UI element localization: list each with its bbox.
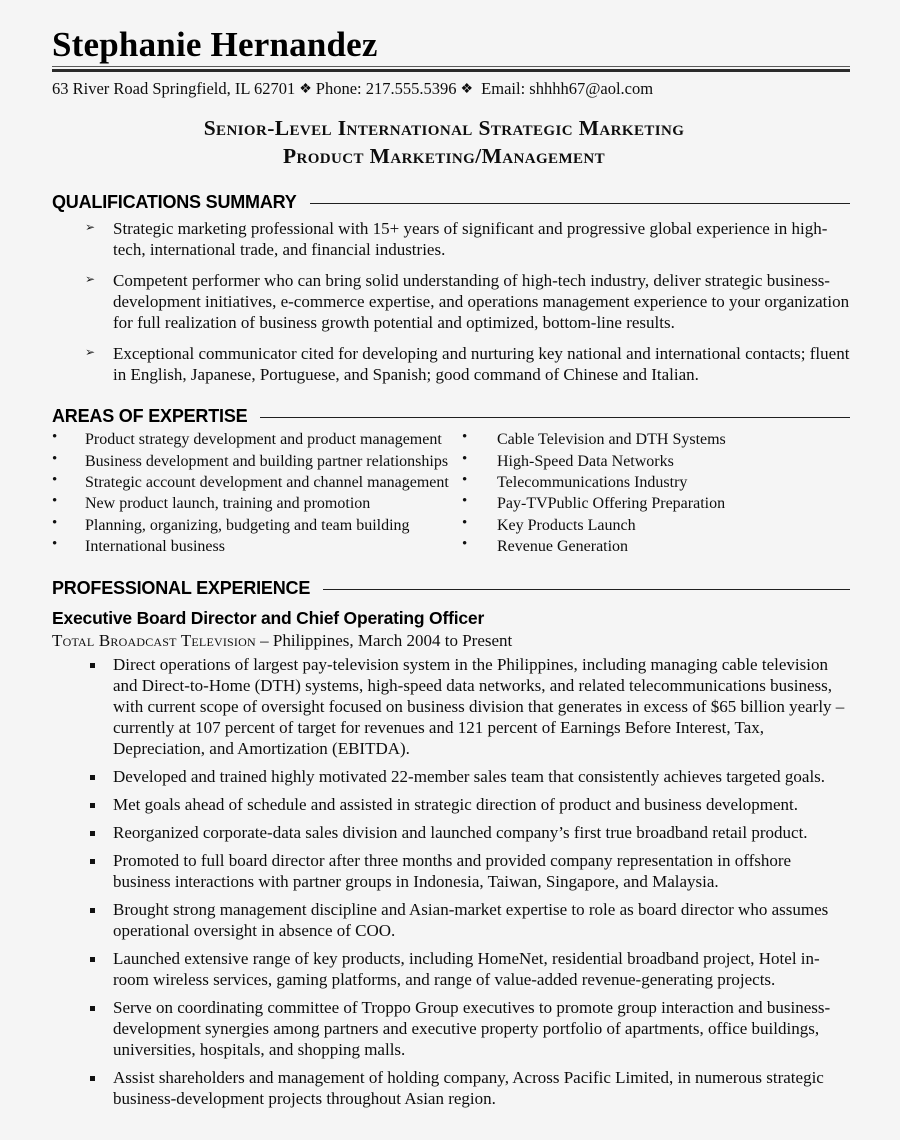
list-item: Brought strong management discipline and Asian-market expertise to role as board director who assumes operational oversight in absence of COO. bbox=[52, 900, 850, 942]
expertise-list-left bbox=[52, 429, 462, 557]
section-rule bbox=[323, 589, 850, 590]
list-item: • Key Products Launch bbox=[462, 515, 862, 536]
section-header-expertise bbox=[52, 406, 850, 427]
list-item: • Cable Television and DTH Systems bbox=[462, 429, 862, 450]
list-item: • Product strategy development and product management bbox=[52, 429, 462, 450]
list-item: ➢ Strategic marketing professional with 15+ years of significant and progressive global experience in high-tech, international trade, and financial industries. bbox=[52, 219, 850, 261]
header-divider bbox=[52, 66, 850, 72]
list-item: Serve on coordinating committee of Troppo Group executives to promote group interaction and business-development synergies among partners and executive property portfolio of apartments, office buildings, universities, hospitals, and shopping malls. bbox=[52, 998, 850, 1061]
experience-entry bbox=[52, 608, 850, 1110]
headline-line-2: Product Marketing/Management bbox=[282, 144, 606, 169]
expertise-columns bbox=[52, 429, 850, 557]
list-item: • New product launch, training and promotion bbox=[52, 493, 462, 514]
list-item: • Business development and building partner relationships bbox=[52, 451, 462, 472]
job-meta bbox=[52, 630, 850, 651]
job-company: Total Broadcast Television bbox=[52, 631, 256, 651]
job-location-dates: – Philippines, March 2004 to Present bbox=[255, 631, 513, 651]
section-title: QUALIFICATIONS SUMMARY bbox=[52, 192, 297, 213]
list-item: Assist shareholders and management of holding company, Across Pacific Limited, in numerous strategic business-development projects throughout Asian region. bbox=[52, 1068, 850, 1110]
section-rule bbox=[260, 417, 850, 418]
list-item: Promoted to full board director after three months and provided company representation in offshore business interactions with partner groups in Indonesia, Taiwan, Singapore, and Malaysia. bbox=[52, 851, 850, 893]
job-title: Executive Board Director and Chief Operating Officer bbox=[52, 608, 485, 629]
resume-header bbox=[52, 26, 850, 99]
headline-line-1: Senior-Level International Strategic Marketing bbox=[203, 116, 685, 141]
list-item: Reorganized corporate-data sales division and launched company’s first true broadband retail product. bbox=[52, 823, 850, 844]
contact-address: 63 River Road Springfield, IL 62701 bbox=[52, 78, 296, 98]
professional-headline bbox=[52, 115, 850, 171]
list-item: • Revenue Generation bbox=[462, 536, 862, 557]
list-item: • Telecommunications Industry bbox=[462, 472, 862, 493]
section-rule bbox=[310, 203, 850, 204]
candidate-name: Stephanie Hernandez bbox=[52, 25, 378, 64]
expertise-left-column bbox=[52, 429, 462, 557]
list-item: • International business bbox=[52, 536, 462, 557]
contact-email: Email: shhhh67@aol.com bbox=[481, 78, 654, 98]
list-item: Direct operations of largest pay-television system in the Philippines, including managing cable television and Direct-to-Home (DTH) systems, high-speed data networks, and related telecommunications business, with current scope of oversight focused on business division that generates in excess of $65 billion yearly – currently at 107 percent of target for revenues and 121 percent of Earnings Before Interest, Tax, Depreciation, and Amortization (EBITDA). bbox=[52, 655, 850, 760]
section-title: AREAS OF EXPERTISE bbox=[52, 406, 248, 427]
diamond-separator-icon: ❖ bbox=[460, 81, 474, 97]
section-header-qualifications bbox=[52, 192, 850, 213]
diamond-separator-icon: ❖ bbox=[299, 81, 312, 97]
qualifications-list bbox=[52, 219, 850, 385]
section-header-experience bbox=[52, 578, 850, 599]
list-item: • Strategic account development and channel management bbox=[52, 472, 462, 493]
section-title: PROFESSIONAL EXPERIENCE bbox=[52, 578, 311, 599]
list-item: Developed and trained highly motivated 22-member sales team that consistently achieves targeted goals. bbox=[52, 767, 850, 788]
contact-line bbox=[52, 78, 850, 99]
list-item: • Planning, organizing, budgeting and team building bbox=[52, 515, 462, 536]
list-item: ➢ Exceptional communicator cited for developing and nurturing key national and international contacts; fluent in English, Japanese, Portuguese, and Spanish; good command of Chinese and Italian. bbox=[52, 344, 850, 386]
expertise-right-column bbox=[462, 429, 862, 557]
list-item: Met goals ahead of schedule and assisted in strategic direction of product and business development. bbox=[52, 795, 850, 816]
expertise-list-right bbox=[462, 429, 862, 557]
list-item: Launched extensive range of key products, including HomeNet, residential broadband project, Hotel in-room wireless services, gaming platforms, and range of value-added revenue-generating projects. bbox=[52, 949, 850, 991]
list-item: • High-Speed Data Networks bbox=[462, 451, 862, 472]
job-bullets bbox=[52, 655, 850, 1110]
list-item: • Pay-TVPublic Offering Preparation bbox=[462, 493, 862, 514]
list-item: ➢ Competent performer who can bring solid understanding of high-tech industry, deliver strategic business-development initiatives, e-commerce expertise, and operations management experience to your organization for full realization of business growth potential and optimized, bottom-line results. bbox=[52, 271, 850, 334]
contact-phone: Phone: 217.555.5396 bbox=[315, 78, 457, 98]
